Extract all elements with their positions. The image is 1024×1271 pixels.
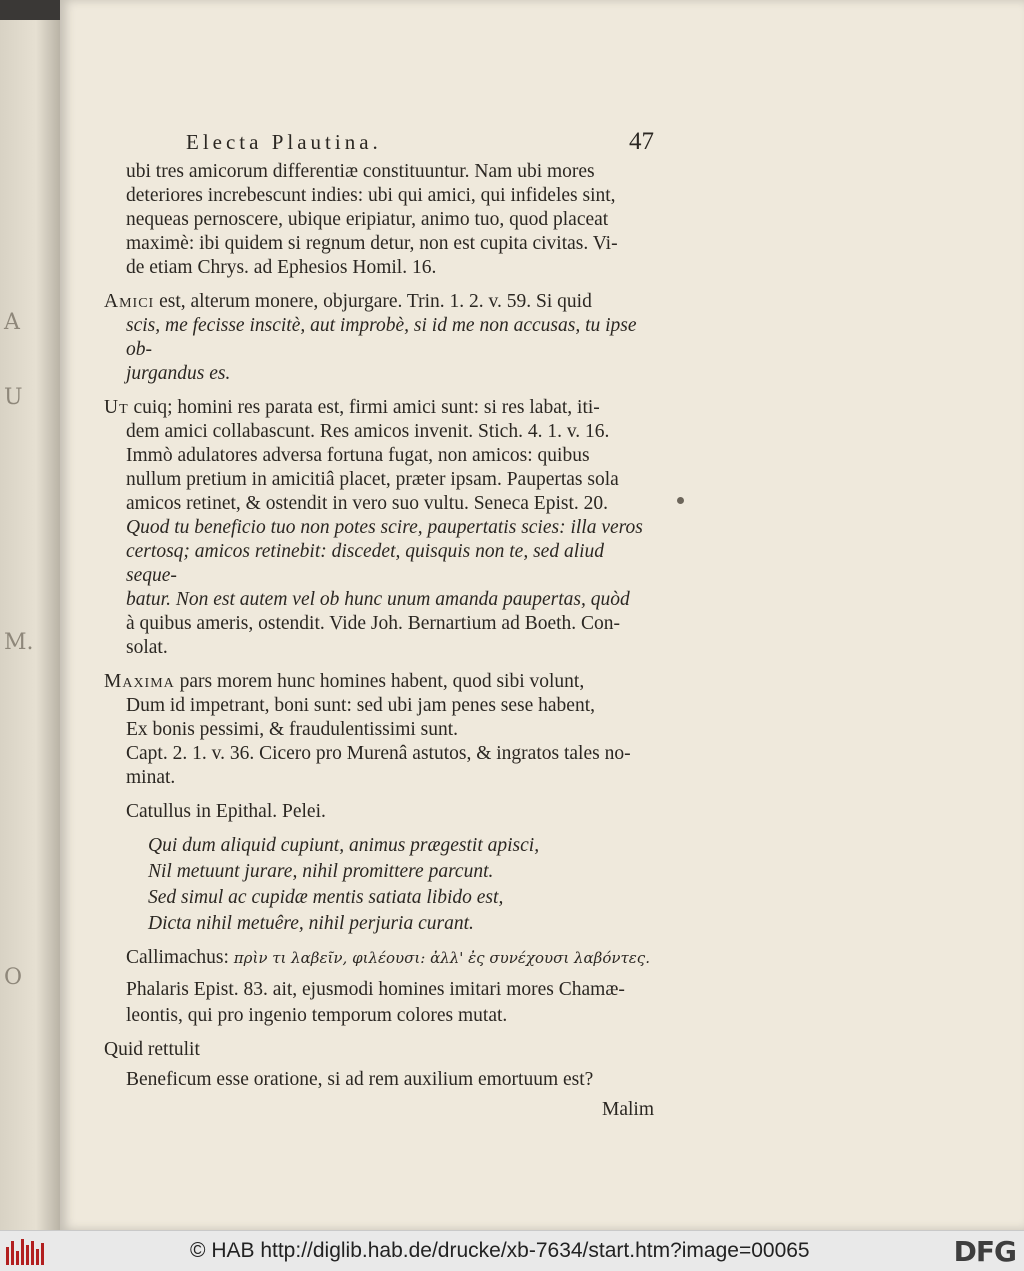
text-line: Quod tu beneficio tuo non potes scire, paupertatis scies: illa veros (126, 517, 643, 538)
text-line: maximè: ibi quidem si regnum detur, non est cupita civitas. Vi- (126, 233, 618, 254)
running-header (186, 130, 654, 154)
footer-bar (0, 1230, 1024, 1271)
verse-line: Nil metuunt jurare, nihil promittere parcunt. (148, 861, 494, 882)
page-spot (677, 497, 684, 504)
text-line: deteriores increbescunt indies: ubi qui amici, qui infideles sint, (126, 185, 616, 206)
text-line: nullum pretium in amicitiâ placet, præter ipsam. Paupertas sola (126, 469, 619, 490)
text-line: Ex bonis pessimi, & fraudulentissimi sunt. (126, 719, 459, 740)
previous-page-edge (0, 20, 60, 1230)
catullus-intro: Catullus in Epithal. Pelei. (126, 801, 326, 822)
paragraph-quid (104, 1038, 654, 1092)
text-line: nequeas pernoscere, ubique eripiatur, animo tuo, quod placeat (126, 209, 609, 230)
text-line: est, alterum monere, objurgare. Trin. 1. 2. v. 59. Si quid (154, 291, 592, 312)
text-line: de etiam Chrys. ad Ephesios Homil. 16. (126, 257, 437, 278)
running-title: Electa Plautina. (186, 130, 382, 154)
text-line: scis, me fecisse inscitè, aut improbè, si id me non accusas, tu ipse ob- (126, 315, 637, 360)
hab-logo-icon (6, 1237, 46, 1265)
page-text (104, 130, 654, 1122)
lead-word: Ut (104, 397, 129, 418)
phalaris-line: leontis, qui pro ingenio temporum colores mutat. (126, 1005, 508, 1026)
page-number: 47 (629, 128, 654, 155)
book-page (60, 0, 1024, 1230)
text-line: Beneficum esse oratione, si ad rem auxilium emortuum est? (126, 1069, 594, 1090)
text-line: cuiq; homini res parata est, firmi amici sunt: si res labat, iti- (128, 397, 600, 418)
text-line: certosq; amicos retinebit: discedet, quisquis non te, sed aliud seque- (126, 541, 605, 586)
copyright-url[interactable]: © HAB http://diglib.hab.de/drucke/xb-7634/start.htm?image=00065 (190, 1239, 810, 1262)
text-line: amicos retinet, & ostendit in vero suo vultu. Seneca Epist. 20. (126, 493, 608, 514)
text-line: Immò adulatores adversa fortuna fugat, non amicos: quibus (126, 445, 590, 466)
margin-fragment: A (4, 310, 20, 335)
greek-quote: πρὶν τι λαβεῖν, φιλέουσι: ἀλλ' ἐς συνέχουσι λαβόντες. (233, 949, 650, 967)
text-line: Dum id impetrant, boni sunt: sed ubi jam penes sese habent, (126, 695, 595, 716)
text-line: pars morem hunc homines habent, quod sibi volunt, (174, 671, 585, 692)
verse-line: Sed simul ac cupidæ mentis satiata libido est, (148, 887, 504, 908)
text-line: batur. Non est autem vel ob hunc unum amanda paupertas, quòd (126, 589, 630, 610)
callimachus-line (126, 946, 654, 970)
lead-word: Quid (104, 1039, 143, 1060)
text-line: minat. (126, 767, 176, 788)
phalaris-line: Phalaris Epist. 83. ait, ejusmodi homines imitari mores Chamæ- (126, 979, 625, 1000)
paragraph-ut (104, 396, 654, 660)
paragraph-1 (126, 160, 654, 280)
paragraph-maxima (104, 670, 654, 790)
margin-fragment: O (4, 965, 23, 990)
text-line: solat. (126, 637, 168, 658)
margin-fragment: M. (4, 630, 34, 655)
text-line: rettulit (143, 1039, 200, 1060)
catchword: Malim (602, 1099, 654, 1120)
text-line: Capt. 2. 1. v. 36. Cicero pro Murenâ astutos, & ingratos tales no- (126, 743, 631, 764)
lead-word: Maxima (104, 671, 175, 692)
margin-fragment: U (4, 385, 23, 410)
dfg-logo: DFG (953, 1234, 1016, 1268)
verse-line: Qui dum aliquid cupiunt, animus prægestit apisci, (148, 835, 540, 856)
lead-word: Amici (104, 291, 155, 312)
callimachus-label: Callimachus: (126, 947, 229, 968)
text-line: jurgandus es. (126, 363, 231, 384)
text-line: ubi tres amicorum differentiæ constituuntur. Nam ubi mores (126, 161, 595, 182)
text-line: dem amici collabascunt. Res amicos invenit. Stich. 4. 1. v. 16. (126, 421, 610, 442)
paragraph-amici (104, 290, 654, 386)
text-line: à quibus ameris, ostendit. Vide Joh. Bernartium ad Boeth. Con- (126, 613, 621, 634)
verse-line: Dicta nihil metuêre, nihil perjuria curant. (148, 913, 474, 934)
